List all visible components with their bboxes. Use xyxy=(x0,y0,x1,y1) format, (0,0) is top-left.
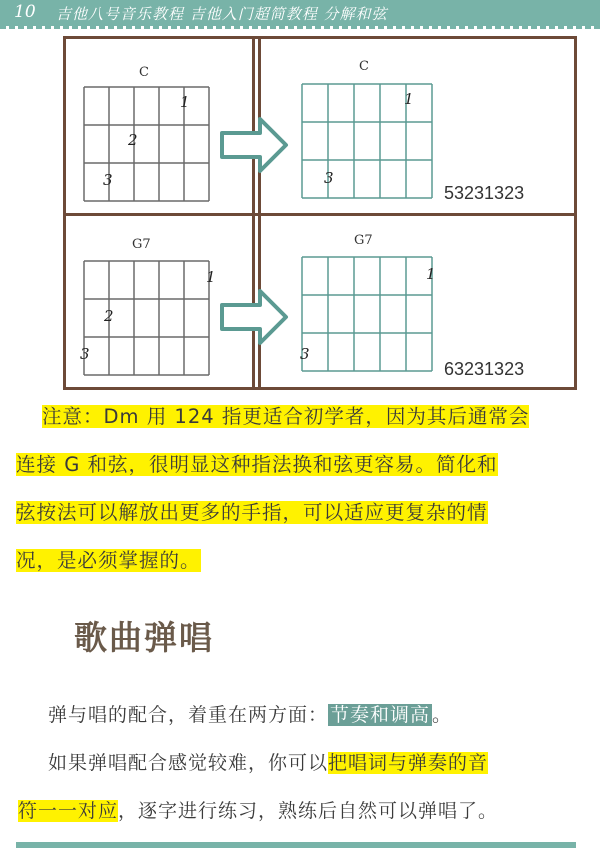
body-paragraph-2-line-1 xyxy=(48,748,488,775)
note-paragraph xyxy=(16,393,586,585)
note-line xyxy=(16,489,586,537)
highlighted-text: 把唱词与弹奏的音 xyxy=(328,752,489,774)
highlighted-text: 连接 G 和弦，很明显这种指法换和弦更容易。简化和 xyxy=(16,453,498,476)
highlighted-keyword: 节奏和调高 xyxy=(330,704,431,726)
paragraph-text: 。 xyxy=(432,704,453,726)
paragraph-text: 弹与唱的配合，着重在两方面： xyxy=(48,704,329,726)
highlighted-text: 况，是必须掌握的。 xyxy=(16,549,201,572)
section-title: 歌曲弹唱 xyxy=(74,618,214,657)
page-number: 10 xyxy=(14,2,36,22)
body-paragraph-2-line-2 xyxy=(18,796,498,823)
finger-number: 1 xyxy=(404,90,414,108)
body-paragraph-1 xyxy=(48,700,452,727)
chord-diagram-panel xyxy=(63,36,577,390)
finger-number: 1 xyxy=(180,93,190,111)
finger-number: 2 xyxy=(104,307,114,325)
paragraph-text: 如果弹唱配合感觉较难，你可以 xyxy=(48,752,329,774)
chord-grid-c-simplified xyxy=(302,84,434,200)
chord-grid-g7-simplified xyxy=(302,257,434,373)
finger-number: 3 xyxy=(300,345,310,363)
finger-number: 3 xyxy=(324,169,334,187)
finger-number: 3 xyxy=(80,345,90,363)
chord-name-c-original: C xyxy=(139,65,149,80)
chord-name-g7-original: G7 xyxy=(132,237,151,252)
arrow-right-icon xyxy=(222,291,288,343)
highlighted-text: 注意：Dm 用 124 指更适合初学者，因为其后通常会 xyxy=(42,405,530,428)
fingering-code: 53231323 xyxy=(444,183,525,203)
paragraph-text: ，逐字进行练习，熟练后自然可以弹唱了。 xyxy=(118,800,499,822)
note-line xyxy=(16,393,586,441)
chord-name-c-simplified: C xyxy=(359,59,369,74)
finger-number: 1 xyxy=(206,268,216,286)
arrow-right-icon xyxy=(222,119,288,171)
highlighted-text: 符一一对应 xyxy=(18,800,119,822)
fingering-code: 63231323 xyxy=(444,359,525,379)
panel-divider-horizontal xyxy=(66,213,574,216)
chord-name-g7-simplified: G7 xyxy=(354,233,373,248)
finger-number: 2 xyxy=(128,131,138,149)
header-divider xyxy=(0,26,600,29)
footer-bar xyxy=(16,842,576,848)
highlighted-text: 弦按法可以解放出更多的手指，可以适应更复杂的情 xyxy=(16,501,488,524)
note-line xyxy=(16,441,586,489)
finger-number: 1 xyxy=(426,265,436,283)
page-header xyxy=(0,0,600,26)
finger-number: 3 xyxy=(103,171,113,189)
note-line xyxy=(16,537,586,585)
header-title: 吉他八号音乐教程 吉他入门超简教程 分解和弦 xyxy=(56,5,388,23)
